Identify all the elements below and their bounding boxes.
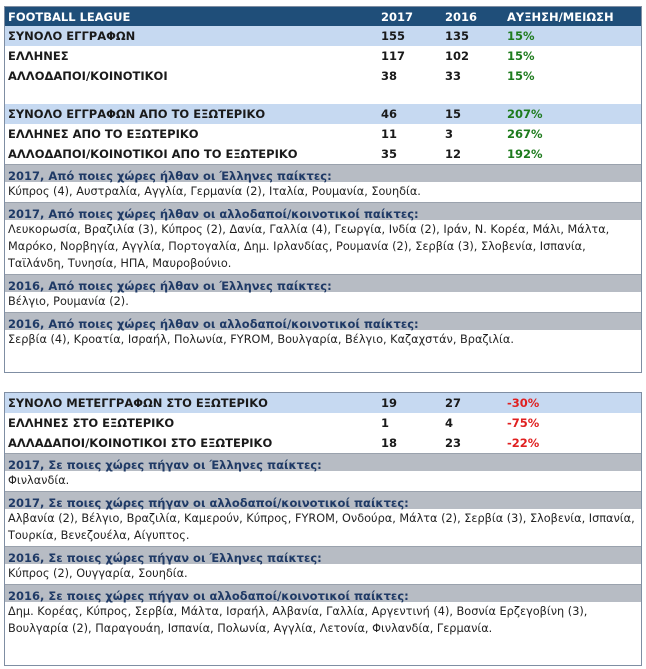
spacer-row [5,86,641,104]
table-row [5,413,641,433]
row-change: 207% [504,104,641,124]
row-label: ΕΛΛΗΝΕΣ [8,49,69,63]
table-row [5,104,641,124]
table-row [5,393,641,413]
section-text: Σερβία (4), Κροατία, Ισραήλ, Πολωνία, FYROM, Βουλγαρία, Βέλγιο, Καζαχστάν, Βραζιλία. [8,333,514,346]
row-2017: 1 [381,416,390,430]
table-row [5,26,641,46]
row-label: ΣΥΝΟΛΟ ΕΓΓΡΑΦΩΝ ΑΠΟ ΤΟ ΕΞΩΤΕΡΙΚΟ [5,104,378,124]
row-label: ΣΥΝΟΛΟ ΕΓΓΡΑΦΩΝ [5,26,378,46]
row-2017: 19 [378,393,442,413]
table-row [5,144,641,164]
row-change: -30% [504,393,641,413]
row-change: 15% [507,69,535,83]
transfers-table [5,393,641,453]
section-text: Φινλανδία. [8,474,70,487]
row-change: 192% [507,147,543,161]
header-2016: 2016 [442,7,504,26]
row-label: ΕΛΛΗΝΕΣ ΣΤΟ ΕΞΩΤΕΡΙΚΟ [8,416,175,430]
table-row [5,46,641,66]
registrations-panel [4,6,642,373]
row-2016: 4 [445,416,454,430]
section-title: 2016, Από ποιες χώρες ήλθαν οι Έλληνες παίκτες: [5,274,641,292]
table-header [5,7,641,26]
header-2017: 2017 [378,7,442,26]
row-change: 267% [507,127,543,141]
header-title: FOOTBALL LEAGUE [5,7,378,26]
row-2016: 135 [442,26,504,46]
row-label: ΑΛΛΟΔΑΠΟΙ/ΚΟΙΝΟΤΙΚΟΙ ΑΠΟ ΤΟ ΕΞΩΤΕΡΙΚΟ [8,147,298,161]
row-label: ΣΥΝΟΛΟ ΜΕΤΕΓΓΡΑΦΩΝ ΣΤΟ ΕΞΩΤΕΡΙΚΟ [5,393,378,413]
row-label: ΕΛΛΗΝΕΣ ΑΠΟ ΤΟ ΕΞΩΤΕΡΙΚΟ [8,127,199,141]
header-change: ΑΥΞΗΣΗ/ΜΕΙΩΣΗ [504,7,641,26]
row-2017: 11 [381,127,398,141]
row-2016: 102 [445,49,470,63]
section-title: 2016, Σε ποιες χώρες πήγαν οι Έλληνες παίκτες: [5,546,641,564]
row-2016: 3 [445,127,454,141]
row-change: -75% [507,416,540,430]
row-2017: 117 [381,49,406,63]
row-2017: 18 [381,436,398,450]
section-text: Κύπρος (2), Ουγγαρία, Σουηδία. [8,567,188,580]
section-title: 2017, Από ποιες χώρες ήλθαν οι αλλοδαποί/κοινοτικοί παίκτες: [5,202,641,220]
row-2017: 38 [381,69,398,83]
section-title: 2017, Από ποιες χώρες ήλθαν οι Έλληνες παίκτες: [5,164,641,182]
table-row [5,124,641,144]
row-2017: 46 [378,104,442,124]
section-text: Δημ. Κορέας, Κύπρος, Σερβία, Μάλτα, Ισραήλ, Αλβανία, Γαλλία, Αργεντινή (4), Βοσνία Ερζεγοβίνη (3), Βουλγαρία (2), Παραγουάη, Ισπανία, Πολωνία, Αγγλία, Λετονία, Φινλανδία, Γερμανία. [8,605,588,635]
section-title: 2017, Σε ποιες χώρες πήγαν οι αλλοδαποί/κοινοτικοί παίκτες: [5,491,641,509]
table-row [5,433,641,453]
row-change: 15% [504,26,641,46]
section-text: Λευκορωσία, Βραζιλία (3), Κύπρος (2), Δανία, Γαλλία (4), Γεωργία, Ινδία (2), Ιράν, Ν. Κορέα, Μάλι, Μάλτα, Μαρόκο, Νορβηγία, Αγγλία, Πορτογαλία, Δημ. Ιρλανδίας, Ρουμανία (2), Σερβία (3), Σλοβενία, Ισπανία, Ταϊλάνδη, Τυνησία, ΗΠΑ, Μαυροβούνιο. [8,223,610,270]
row-2016: 12 [445,147,462,161]
row-2016: 33 [445,69,462,83]
section-text: Βέλγιο, Ρουμανία (2). [8,295,129,308]
section-title: 2016, Σε ποιες χώρες πήγαν οι αλλοδαποί/κοινοτικοί παίκτες: [5,584,641,602]
row-change: 15% [507,49,535,63]
section-text: Αλβανία (2), Βέλγιο, Βραζιλία, Καμερούν, Κύπρος, FYROM, Ονδούρα, Μάλτα (2), Σερβία (3), Σλοβενία, Ισπανία, Τουρκία, Βενεζουέλα, Αίγυπτος. [8,512,635,542]
row-change: -22% [507,436,540,450]
row-2017: 35 [381,147,398,161]
section-title: 2017, Σε ποιες χώρες πήγαν οι Έλληνες παίκτες: [5,453,641,471]
row-2016: 27 [442,393,504,413]
table-row [5,66,641,86]
registrations-table [5,7,641,164]
row-2016: 23 [445,436,462,450]
row-label: ΑΛΛΑΔΑΠΟΙ/ΚΟΙΝΟΤΙΚΟΙ ΣΤΟ ΕΞΩΤΕΡΙΚΟ [8,436,273,450]
row-label: ΑΛΛΟΔΑΠΟΙ/ΚΟΙΝΟΤΙΚΟΙ [8,69,168,83]
section-title: 2016, Από ποιες χώρες ήλθαν οι αλλοδαποί/κοινοτικοί παίκτες: [5,312,641,330]
section-text: Κύπρος (4), Αυστραλία, Αγγλία, Γερμανία (2), Ιταλία, Ρουμανία, Σουηδία. [8,185,421,198]
transfers-abroad-panel [4,392,642,666]
row-2017: 155 [378,26,442,46]
row-2016: 15 [442,104,504,124]
